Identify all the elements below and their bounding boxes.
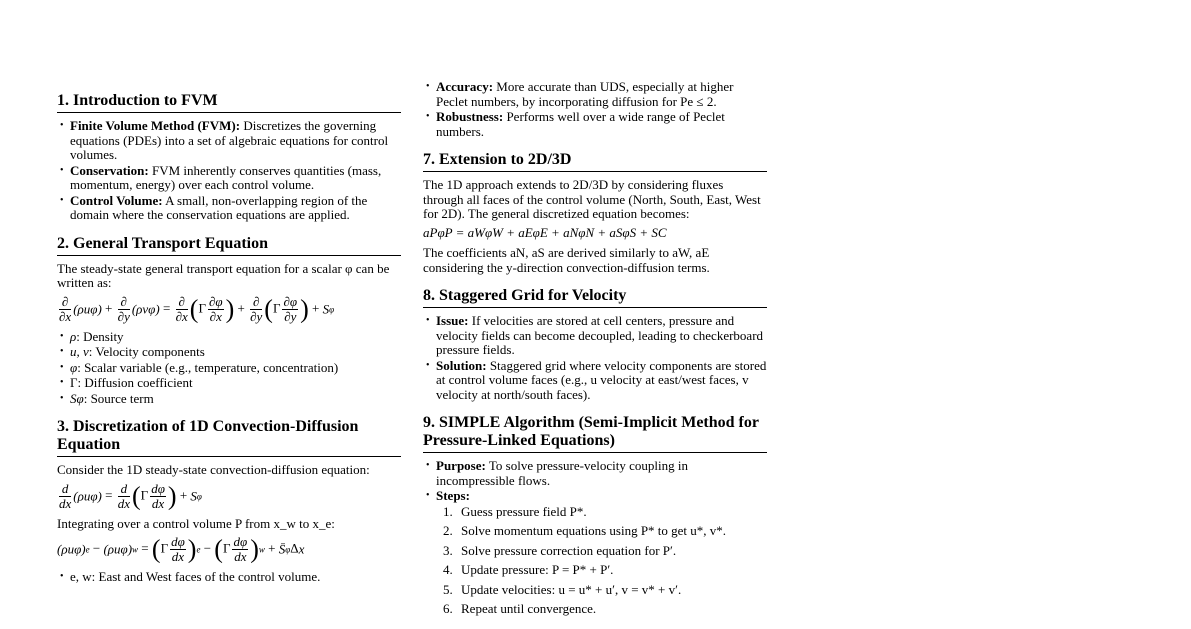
paragraph: The steady-state general transport equation for a scalar φ can be written as: xyxy=(57,260,390,290)
item-term: Steps: xyxy=(436,488,470,503)
step-text: Repeat until convergence. xyxy=(461,601,597,616)
step-item xyxy=(423,563,767,578)
step-number: 5. xyxy=(443,581,453,597)
section-title: 9. SIMPLE Algorithm (Semi-Implicit Method for Pressure-Linked Equations) xyxy=(423,414,767,453)
integrated-equation: (ρuφ)e − (ρuφ)w = (Γ $\frac{d\varphi}{dx}$ )e − (Γ $\frac{d\varphi}{dx}$ )w + S̄φΔx xyxy=(57,534,305,564)
symbol: Sφ xyxy=(70,390,84,406)
item-text: Staggered grid where velocity components are stored at control volume faces (e.g., u velocity at east/west faces, v velocity at north/south faces). xyxy=(436,357,767,402)
item-term: Conservation: xyxy=(70,162,149,178)
symbol: Γ xyxy=(70,375,78,390)
item-term: Issue: xyxy=(436,313,469,328)
right-column xyxy=(423,80,767,629)
step-item xyxy=(423,505,767,520)
list-item xyxy=(423,359,767,403)
item-text: A small, non-overlapping region of the domain where the conservation equations are applied. xyxy=(70,192,368,222)
step-item xyxy=(423,544,767,559)
paragraph: Integrating over a control volume P from x_w to x_e: xyxy=(57,515,335,531)
step-number: 1. xyxy=(443,503,453,519)
step-number: 3. xyxy=(443,542,453,558)
intro-list xyxy=(57,119,401,223)
section-title: 7. Extension to 2D/3D xyxy=(423,151,767,172)
paragraph: The 1D approach extends to 2D/3D by considering fluxes through all faces of the control volume (North, South, East, West for 2D). The general discretized equation becomes: xyxy=(423,177,761,221)
paragraph: Consider the 1D steady-state convection-diffusion equation: xyxy=(57,462,370,477)
step-text: Guess pressure field P*. xyxy=(461,503,587,519)
item-text: More accurate than UDS, especially at higher Peclet numbers, by incorporating diffusion for Pe ≤ 2. xyxy=(436,79,734,109)
list-item xyxy=(57,164,401,193)
list-item xyxy=(57,361,401,376)
list-item xyxy=(57,330,401,345)
item-text: : Source term xyxy=(83,390,154,406)
item-term: Purpose: xyxy=(436,458,486,473)
list-item xyxy=(57,376,401,391)
step-text: Solve momentum equations using P* to get u*, v*. xyxy=(461,523,727,538)
section-1d-discretization xyxy=(57,418,401,585)
item-text: : Density xyxy=(76,328,124,344)
1d-equation: $\frac{d}{dx}$ (ρuφ) = $\frac{d}{dx}$ (Γ $\frac{d\varphi}{dx}$ ) + Sφ xyxy=(59,480,202,511)
item-text: If velocities are stored at cell centers, pressure and velocity fields can become decoupled, leading to checkerboard pressure fields. xyxy=(436,313,764,357)
item-text: Performs well over a wide range of Peclet numbers. xyxy=(436,109,725,139)
section-title: 1. Introduction to FVM xyxy=(57,92,401,113)
step-item xyxy=(423,602,767,617)
item-term: Robustness: xyxy=(436,109,504,124)
step-text: Solve pressure correction equation for P′. xyxy=(461,542,677,558)
steps-list xyxy=(423,505,767,617)
staggered-list xyxy=(423,314,767,402)
2d-equation: aPφP = aWφW + aEφE + aNφN + aSφS + SC xyxy=(423,224,667,240)
section-6-continued xyxy=(423,80,767,139)
symbol: ρ xyxy=(70,328,77,344)
item-text: Discretizes the governing equations (PDEs) into a set of algebraic equations for control volumes. xyxy=(70,118,389,162)
section-simple-algorithm xyxy=(423,414,767,617)
paragraph: The coefficients aN, aS are derived similarly to aW, aE considering the y-direction convection-diffusion terms. xyxy=(423,245,710,275)
list-item xyxy=(57,119,401,163)
section-2d-3d xyxy=(423,151,767,275)
list-item xyxy=(423,489,767,504)
item-text: e, w: East and West faces of the control volume. xyxy=(70,569,321,584)
step-number: 4. xyxy=(443,562,453,577)
list-item xyxy=(423,80,767,109)
simple-list xyxy=(423,459,767,504)
item-text: : Scalar variable (e.g., temperature, concentration) xyxy=(77,359,339,375)
symbol: u, v xyxy=(70,344,89,359)
list-item xyxy=(423,459,767,488)
item-text: To solve pressure-velocity coupling in incompressible flows. xyxy=(436,458,688,488)
item-term: Solution: xyxy=(436,357,487,373)
section-title: 3. Discretization of 1D Convection-Diffusion Equation xyxy=(57,418,401,457)
step-text: Update pressure: P = P* + P′. xyxy=(461,562,614,577)
step-item xyxy=(423,524,767,539)
left-column xyxy=(57,92,401,597)
step-number: 2. xyxy=(443,523,453,538)
list-item xyxy=(423,314,767,358)
list-item xyxy=(57,194,401,223)
item-term: Finite Volume Method (FVM): xyxy=(70,118,241,133)
item-term: Accuracy: xyxy=(436,79,494,94)
list-item xyxy=(57,392,401,407)
list-item xyxy=(423,110,767,139)
item-text: FVM inherently conserves quantities (mass, momentum, energy) over each control volume. xyxy=(70,162,382,192)
section-transport-equation xyxy=(57,235,401,407)
section-staggered-grid xyxy=(423,287,767,402)
variables-list xyxy=(57,330,401,407)
symbol: φ xyxy=(70,359,78,375)
list-item xyxy=(57,345,401,360)
step-text: Update velocities: u = u* + u′, v = v* + v′. xyxy=(461,581,682,597)
list-item xyxy=(57,570,401,585)
item-text: : Velocity components xyxy=(88,344,205,359)
item-text: : Diffusion coefficient xyxy=(77,375,193,390)
step-item xyxy=(423,583,767,598)
section-title: 8. Staggered Grid for Velocity xyxy=(423,287,767,308)
item-term: Control Volume: xyxy=(70,192,163,208)
transport-equation: $\frac{\partial}{\partial x}$ (ρuφ) + $\frac{\partial}{\partial y}$ (ρvφ) = $\frac{\partial}{\partial x}$ (Γ $\frac{\partial\varphi}{\partial x}$ ) + $\frac{\partial}{\partial y}$ (Γ $\frac{\partial\varphi}{\partial y}$ ) + Sφ xyxy=(59,293,335,324)
hybrid-list xyxy=(423,80,767,139)
faces-list xyxy=(57,570,401,585)
section-title: 2. General Transport Equation xyxy=(57,235,401,256)
step-number: 6. xyxy=(443,601,453,616)
section-intro-fvm xyxy=(57,92,401,223)
